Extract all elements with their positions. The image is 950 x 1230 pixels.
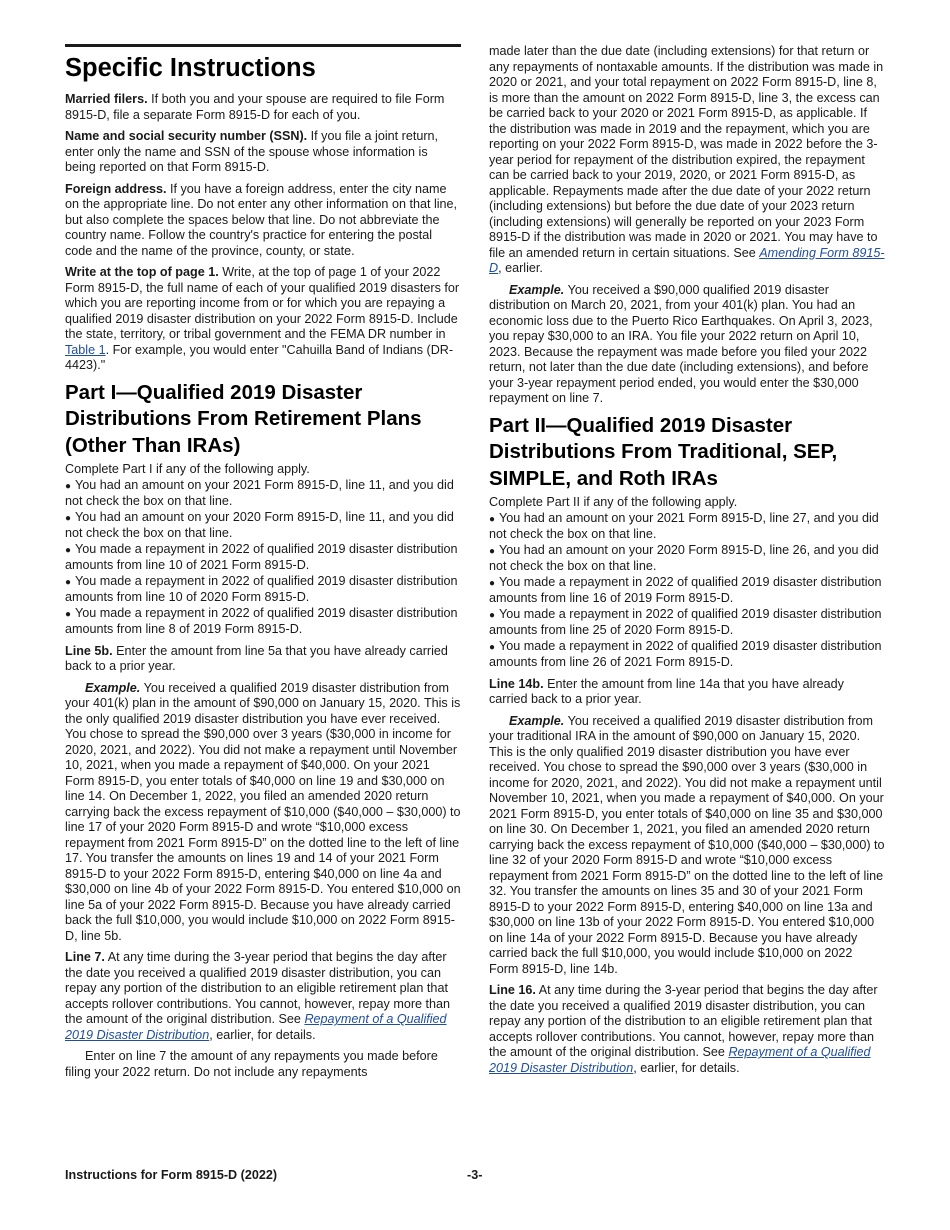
ssn-label: Name and social security number (SSN). [65,129,308,143]
example3-paragraph [489,714,885,978]
footer-title: Instructions for Form 8915-D (2022) [65,1168,278,1182]
line7-paragraph [65,950,461,1043]
part1-intro: Complete Part I if any of the following apply. [65,462,310,477]
bullet-icon: ● [489,513,496,525]
example2-text: You received a $90,000 qualified 2019 disaster distribution on March 20, 2021, from your 401(k) plan. You had an economic loss due to the Puerto Rico Earthquakes. On April 3, 2023, you repay $30,000 to an IRA. You file your 2022 return on April 10, 2023. Because the repayment was made before you filed your 2022 return, not later than the due date (including extensions), and before your 3-year repayment period ended, you would enter the $30,000 repayment on line 7. [489,282,873,405]
section-title: Specific Instructions [65,54,316,82]
line16-paragraph [489,983,885,1076]
line5b-paragraph [65,644,461,675]
page-number: -3- [467,1168,483,1182]
list-item [65,510,461,542]
bullet-icon: ● [489,545,496,557]
list-item-text: You had an amount on your 2020 Form 8915-D, line 26, and you did not check the box on that line. [489,542,879,574]
line5b-label: Line 5b. [65,643,113,658]
write-top-text: Write, at the top of page 1 of your 2022 Form 8915-D, the full name of each of your qualified 2019 disasters for which you are reporting income from or for which you are repaying a qualified 2019 disaster distribution on your 2022 Form 8915-D. Include the state, territory, or tribal government and the FEMA DR number in [65,265,460,341]
part2-intro: Complete Part II if any of the following apply. [489,495,738,510]
example3-label: Example. [509,713,565,728]
list-item-text: You made a repayment in 2022 of qualified 2019 disaster distribution amounts from line 16 of 2019 Form 8915-D. [489,574,882,606]
line7-text-end: , earlier, for details. [209,1027,316,1042]
list-item [65,574,461,606]
list-item [489,511,885,543]
list-item-text: You made a repayment in 2022 of qualified 2019 disaster distribution amounts from line 10 of 2020 Form 8915-D. [65,573,458,605]
foreign-address-label: Foreign address. [65,181,167,196]
married-filers-paragraph [65,92,461,123]
amending-form-link[interactable]: Amending Form 8915-D [489,245,885,275]
line7-label: Line 7. [65,950,105,965]
repayment-link[interactable]: Repayment of a Qualified 2019 Disaster Distribution [65,1012,447,1042]
line16-text: At any time during the 3-year period that begins the day after the date you received a qualified 2019 disaster distribution, you can repay any portion of the distribution to an eligible retirement plan that accepts rollover contributions. You cannot, however, repay more than the amount of the original distribution. See [489,983,878,1060]
example1-label: Example. [85,680,141,695]
bullet-icon: ● [65,576,72,588]
list-item [489,543,885,575]
part2-bullet-list [489,511,885,671]
list-item-text: You had an amount on your 2021 Form 8915-D, line 27, and you did not check the box on that line. [489,510,879,542]
list-item-text: You made a repayment in 2022 of qualified 2019 disaster distribution amounts from line 25 of 2020 Form 8915-D. [489,606,882,638]
right-column [489,44,885,1082]
line14b-label: Line 14b. [489,676,544,691]
line14b-paragraph [489,677,885,708]
continued-text: made later than the due date (including extensions) for that return or any repayments of nontaxable amounts. If the distribution was made in 2020 or 2021, and your total repayment on 2022 Form 8915-D, line 8, is more than the amount on 2022 Form 8915-D, line 3, the excess can be carried back to your 2020 or 2021 Form 8915-D, as applicable. If the distribution was made in 2019 and the repayment, which you are reporting on your 2022 Form 8915-D, was made in 2022 before the 3-year period for repayment of the distribution expired, the repayment can be carried back to your 2019, 2020, or 2021 Form 8915-D, as applicable. Repayments made after the due date of your 2022 return (including extensions) but before the due date of your 2023 return (including extensions) will generally be reported on your 2023 Form 8915-D if the distribution was made in 2020 or 2021. You may have to file an amended return in certain situations. See [489,44,884,260]
part2-heading: Part II—Qualified 2019 Disaster Distributions From Traditional, SEP, SIMPLE, and Roth IRAs [489,413,838,490]
list-item-text: You had an amount on your 2020 Form 8915-D, line 11, and you did not check the box on that line. [65,509,454,541]
list-item [65,478,461,510]
bullet-icon: ● [489,577,496,589]
foreign-address-text: If you have a foreign address, enter the city name on the appropriate line. Do not enter any other information on that line, but also complete the spaces below that line. Do not abbreviate the country name. Follow the country's practice for entering the postal code and the name of the province, county, or state. [65,181,458,258]
line14b-text: Enter the amount from line 14a that you have already carried back to a prior year. [489,676,844,707]
table1-link[interactable]: Table 1 [65,342,106,357]
married-filers-label: Married filers. [65,92,148,106]
example2-paragraph [489,283,885,407]
ssn-paragraph [65,129,461,176]
example2-label: Example. [509,282,565,297]
continued-text-end: , earlier. [498,261,543,275]
example3-text: You received a qualified 2019 disaster distribution from your traditional IRA in the amount of $90,000 on January 15, 2020. This is the only qualified 2019 disaster distribution you have ever received. You chose to spread the $90,000 over 3 years ($30,000 in income for 2020, 2021, and 2022). You did not make a repayment until November 10, 2021, when you made a repayment of $40,000. On your 2021 Form 8915-D, you enter totals of $40,000 on line 35 and $30,000 on line 30. On December 1, 2021, you filed an amended 2020 return carrying back the excess repayment of $10,000 ($40,000 – $30,000) to line 32 of your 2020 Form 8915-D and wrote “$10,000 excess repayment from 2021 Form 8915-D” on the dotted line to the left of line 32. You transfer the amounts on lines 35 and 30 of your 2021 Form 8915-D to your 2022 Form 8915-D, entering $40,000 on line 13a and $30,000 on line 13b of your 2022 Form 8915-D. You entered $10,000 on line 14a of your 2022 Form 8915-D. Because you have already carried back the full $10,000, you would include $10,000 on 2022 Form 8915-D, line 14b. [489,713,885,976]
ssn-text: If you file a joint return, enter only the name and SSN of the spouse whose information is being reported on that Form 8915-D. [65,129,439,174]
example1-paragraph [65,681,461,945]
list-item [489,575,885,607]
example1-text: You received a qualified 2019 disaster distribution from your 401(k) plan in the amount of $90,000 on January 15, 2020. This is the only qualified 2019 disaster distribution you have ever received. You chose to spread the $90,000 over 3 years ($30,000 in income for 2020, 2021, and 2022). You did not make a repayment until November 10, 2021, when you made a repayment of $40,000. On your 2021 Form 8915-D, you enter totals of $40,000 on line 19 and $30,000 on line 14. On December 1, 2022, you filed an amended 2020 return carrying back the excess repayment of $10,000 ($40,000 – $30,000) to line 17 of your 2020 Form 8915-D and wrote “$10,000 excess repayment from 2021 Form 8915-D” on the dotted line to the left of line 17. You transfer the amounts on lines 19 and 14 of your 2021 Form 8915-D to your 2022 Form 8915-D, entering $40,000 on line 4a and $30,000 on line 4b of your 2022 Form 8915-D. You entered $10,000 on line 5a of your 2022 Form 8915-D. Because you have already carried back the full $10,000, you would include $10,000 on 2022 Form 8915-D, line 5b. [65,680,461,943]
bullet-icon: ● [65,608,72,620]
line16-label: Line 16. [489,983,536,998]
write-top-label: Write at the top of page 1. [65,265,219,279]
line7-text: At any time during the 3-year period that begins the day after the date you received a qualified 2019 disaster distribution, you can repay any portion of the distribution to an eligible retirement plan that accepts rollover contributions. You cannot, however, repay more than the amount of the original distribution. See [65,950,451,1027]
repayment-link-2[interactable]: Repayment of a Qualified 2019 Disaster Distribution [489,1045,871,1075]
list-item-text: You had an amount on your 2021 Form 8915-D, line 11, and you did not check the box on that line. [65,477,454,509]
list-item-text: You made a repayment in 2022 of qualified 2019 disaster distribution amounts from line 8 of 2019 Form 8915-D. [65,605,458,637]
bullet-icon: ● [489,609,496,621]
bullet-icon: ● [65,480,72,492]
list-item [489,607,885,639]
married-filers-text: If both you and your spouse are required to file Form 8915-D, file a separate Form 8915-D for each of you. [65,92,445,122]
left-column [65,44,461,1086]
write-top-text-end: . For example, you would enter "Cahuilla Band of Indians (DR-4423)." [65,342,454,372]
write-top-paragraph [65,265,461,374]
bullet-icon: ● [65,544,72,556]
continued-paragraph [489,44,885,277]
line16-text-end: , earlier, for details. [633,1060,740,1075]
list-item-text: You made a repayment in 2022 of qualified 2019 disaster distribution amounts from line 26 of 2021 Form 8915-D. [489,638,882,670]
foreign-address-paragraph [65,182,461,260]
bullet-icon: ● [65,512,72,524]
section-rule [65,44,461,47]
list-item [65,606,461,638]
page-footer [65,1168,885,1186]
list-item-text: You made a repayment in 2022 of qualified 2019 disaster distribution amounts from line 10 of 2021 Form 8915-D. [65,541,458,573]
list-item [489,639,885,671]
part1-heading: Part I—Qualified 2019 Disaster Distributions From Retirement Plans (Other Than IRAs) [65,380,422,457]
bullet-icon: ● [489,641,496,653]
line5b-text: Enter the amount from line 5a that you have already carried back to a prior year. [65,643,448,674]
line7-continued-paragraph: Enter on line 7 the amount of any repayments you made before filing your 2022 return. Do not include any repayments [65,1049,438,1079]
list-item [65,542,461,574]
part1-bullet-list [65,478,461,638]
